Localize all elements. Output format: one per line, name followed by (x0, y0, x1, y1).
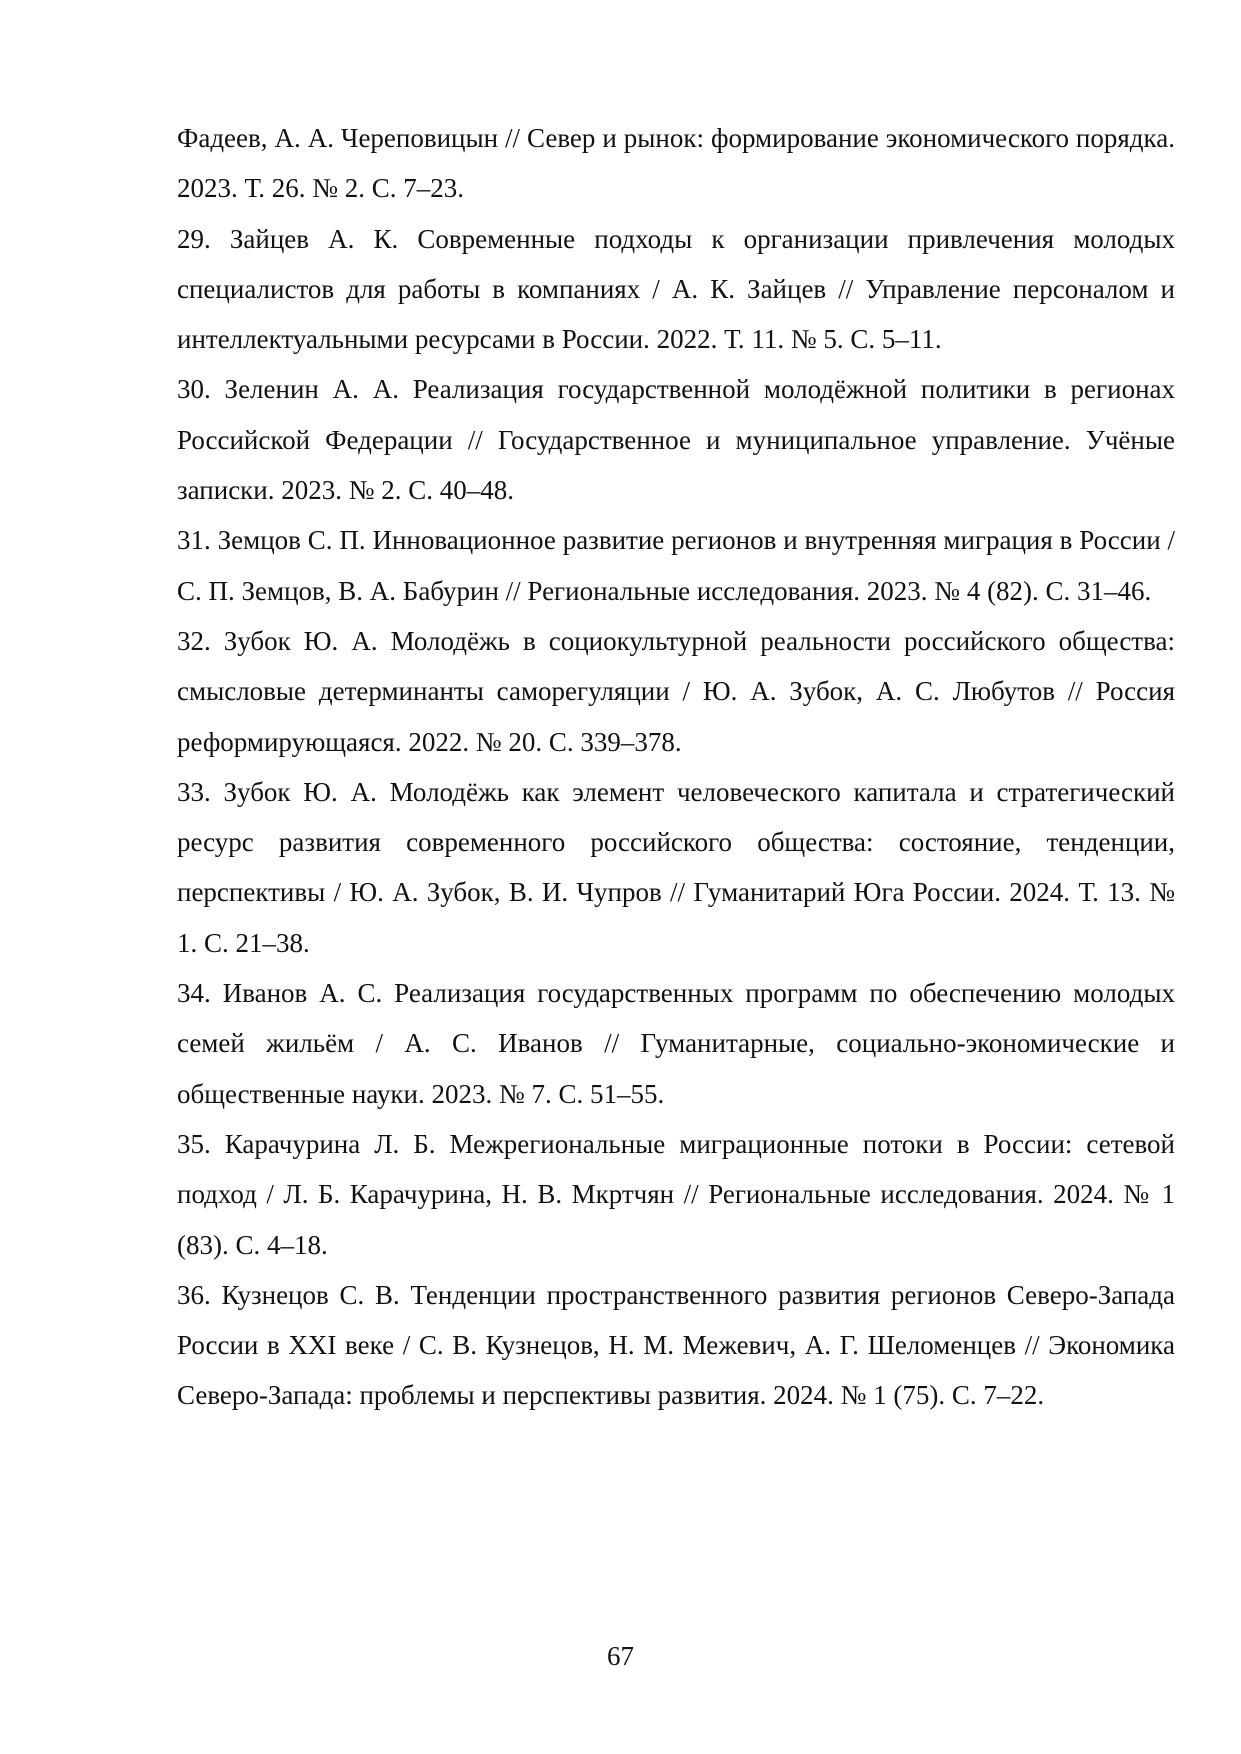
bibliography-entry-35: 35. Карачурина Л. Б. Межрегиональные миграционные потоки в России: сетевой подход / Л. Б. Карачурина, Н. В. Мкртчян // Региональные исследования. 2024. № 1 (83). С. 4–18. (177, 1128, 1175, 1260)
bibliography-entry-33: 33. Зубок Ю. А. Молодёжь как элемент человеческого капитала и стратегический ресурс развития современного российского общества: состояние, тенденции, перспективы / Ю. А. Зубок, В. И. Чупров // Гуманитарий Юга России. 2024. Т. 13. № 1. С. 21–38. (177, 776, 1175, 958)
bibliography-list (177, 113, 1175, 1421)
bibliography-entry-30: 30. Зеленин А. А. Реализация государственной молодёжной политики в регионах Российской Федерации // Государственное и муниципальное управление. Учёные записки. 2023. № 2. С. 40–48. (177, 374, 1175, 506)
bibliography-entry-29: 29. Зайцев А. К. Современные подходы к организации привлечения молодых специалистов для работы в компаниях / А. К. Зайцев // Управление персоналом и интеллектуальными ресурсами в России. 2022. Т. 11. № 5. С. 5–11. (177, 223, 1175, 355)
bibliography-entry-31: 31. Земцов С. П. Инновационное развитие регионов и внутренняя миграция в России / С. П. Земцов, В. А. Бабурин // Региональные исследования. 2023. № 4 (82). С. 31–46. (177, 525, 1175, 606)
bibliography-entry-36: 36. Кузнецов С. В. Тенденции пространственного развития регионов Северо-Запада России в XXI веке / С. В. Кузнецов, Н. М. Межевич, А. Г. Шеломенцев // Экономика Северо-Запада: проблемы и перспективы развития. 2024. № 1 (75). С. 7–22. (177, 1279, 1175, 1411)
bibliography-entry-continuation: Фадеев, А. А. Череповицын // Север и рынок: формирование экономического порядка. 2023. Т. 26. № 2. С. 7–23. (177, 123, 1175, 204)
page-number: 67 (607, 1641, 634, 1671)
bibliography-entry-34: 34. Иванов А. С. Реализация государственных программ по обеспечению молодых семей жильём / А. С. Иванов // Гуманитарные, социально-экономические и общественные науки. 2023. № 7. С. 51–55. (177, 978, 1175, 1109)
bibliography-entry-32: 32. Зубок Ю. А. Молодёжь в социокультурной реальности российского общества: смысловые детерминанты саморегуляции / Ю. А. Зубок, А. С. Любутов // Россия реформирующаяся. 2022. № 20. С. 339–378. (177, 625, 1175, 757)
